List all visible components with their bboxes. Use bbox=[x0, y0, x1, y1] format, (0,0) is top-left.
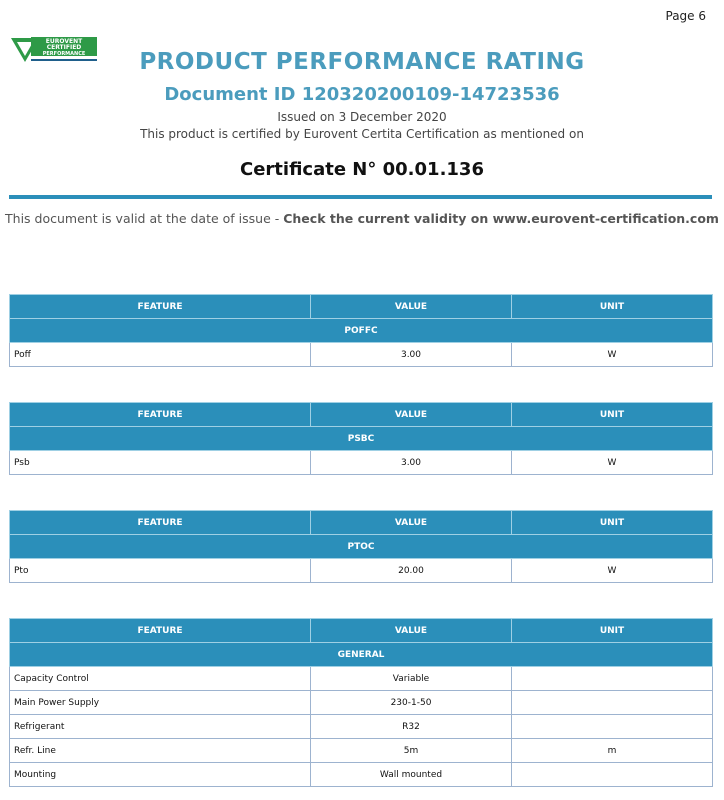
group-label: PTOC bbox=[10, 535, 713, 559]
header-unit: UNIT bbox=[512, 511, 713, 535]
cell-feature: Capacity Control bbox=[10, 667, 311, 691]
header-feature: FEATURE bbox=[10, 511, 311, 535]
cell-unit bbox=[512, 667, 713, 691]
cell-unit: W bbox=[512, 451, 713, 475]
cell-feature: Poff bbox=[10, 343, 311, 367]
validity-link-text: Check the current validity on www.eurovent-certification.com bbox=[283, 211, 719, 226]
cell-value: 230-1-50 bbox=[311, 691, 512, 715]
table-row bbox=[10, 763, 713, 787]
cell-unit bbox=[512, 715, 713, 739]
cell-feature: Refrigerant bbox=[10, 715, 311, 739]
logo-line2: CERTIFIED bbox=[46, 44, 82, 51]
header-feature: FEATURE bbox=[10, 619, 311, 643]
group-label: GENERAL bbox=[10, 643, 713, 667]
cell-unit: m bbox=[512, 739, 713, 763]
header-feature: FEATURE bbox=[10, 403, 311, 427]
logo-line3: PERFORMANCE bbox=[42, 51, 86, 57]
logo-line1: EUROVENT bbox=[45, 38, 83, 45]
header-value: VALUE bbox=[311, 619, 512, 643]
header-unit: UNIT bbox=[512, 403, 713, 427]
header-unit: UNIT bbox=[512, 295, 713, 319]
cell-feature: Refr. Line bbox=[10, 739, 311, 763]
group-row bbox=[10, 643, 713, 667]
group-row bbox=[10, 319, 713, 343]
table-row bbox=[10, 451, 713, 475]
table-row bbox=[10, 343, 713, 367]
cell-value: 5m bbox=[311, 739, 512, 763]
cell-value: Variable bbox=[311, 667, 512, 691]
group-row bbox=[10, 427, 713, 451]
header-unit: UNIT bbox=[512, 619, 713, 643]
header-value: VALUE bbox=[311, 403, 512, 427]
table-header-row bbox=[10, 511, 713, 535]
certificate-number: Certificate N° 00.01.136 bbox=[240, 159, 484, 180]
header-divider bbox=[9, 195, 712, 199]
validity-prefix: This document is valid at the date of issue - bbox=[5, 211, 284, 226]
header-value: VALUE bbox=[311, 295, 512, 319]
group-label: POFFC bbox=[10, 319, 713, 343]
cell-value: Wall mounted bbox=[311, 763, 512, 787]
cell-unit bbox=[512, 763, 713, 787]
table-header-row bbox=[10, 619, 713, 643]
performance-table-poffc bbox=[9, 294, 713, 367]
cell-unit bbox=[512, 691, 713, 715]
table-row bbox=[10, 667, 713, 691]
table-row bbox=[10, 559, 713, 583]
cell-feature: Psb bbox=[10, 451, 311, 475]
cell-value: 20.00 bbox=[311, 559, 512, 583]
cell-value: 3.00 bbox=[311, 451, 512, 475]
cell-feature: Main Power Supply bbox=[10, 691, 311, 715]
page-number: Page 6 bbox=[665, 9, 706, 23]
cell-unit: W bbox=[512, 343, 713, 367]
page-title: PRODUCT PERFORMANCE RATING bbox=[139, 49, 585, 75]
cell-value: R32 bbox=[311, 715, 512, 739]
table-header-row bbox=[10, 403, 713, 427]
header-feature: FEATURE bbox=[10, 295, 311, 319]
cell-value: 3.00 bbox=[311, 343, 512, 367]
cell-feature: Pto bbox=[10, 559, 311, 583]
performance-table-general bbox=[9, 618, 713, 787]
validity-notice bbox=[0, 211, 724, 226]
header-value: VALUE bbox=[311, 511, 512, 535]
document-id: Document ID 120320200109-14723536 bbox=[164, 84, 560, 105]
performance-table-psbc bbox=[9, 402, 713, 475]
cell-unit: W bbox=[512, 559, 713, 583]
table-row bbox=[10, 715, 713, 739]
cell-feature: Mounting bbox=[10, 763, 311, 787]
certified-statement: This product is certified by Eurovent Certita Certification as mentioned on bbox=[140, 127, 584, 141]
performance-table-ptoc bbox=[9, 510, 713, 583]
issued-date: Issued on 3 December 2020 bbox=[277, 110, 447, 124]
group-label: PSBC bbox=[10, 427, 713, 451]
group-row bbox=[10, 535, 713, 559]
table-header-row bbox=[10, 295, 713, 319]
table-row bbox=[10, 739, 713, 763]
table-row bbox=[10, 691, 713, 715]
